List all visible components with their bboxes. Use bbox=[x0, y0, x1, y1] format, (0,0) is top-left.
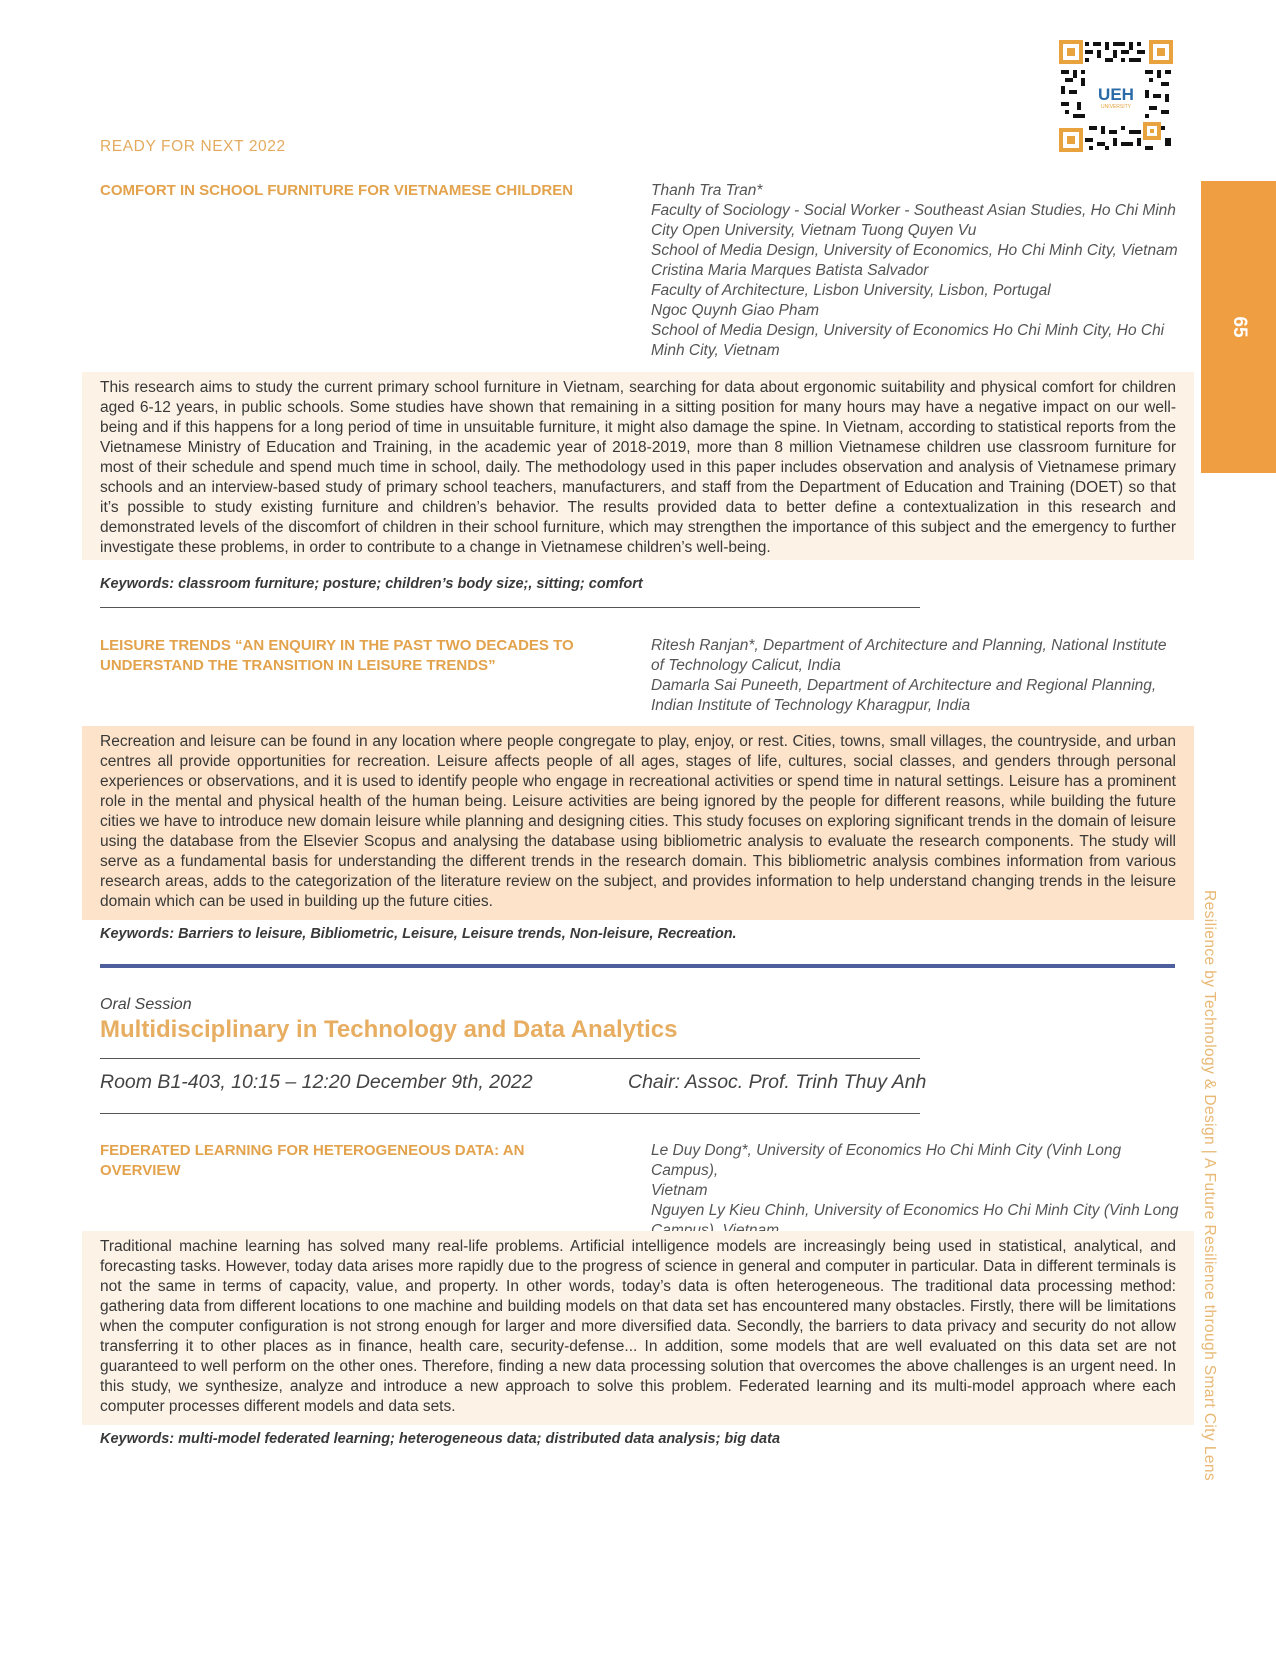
author-line: of Technology Calicut, India bbox=[651, 657, 841, 674]
paper-3-title: FEDERATED LEARNING FOR HETEROGENEOUS DATA: AN OVERVIEW bbox=[100, 1142, 525, 1179]
paper-1-keywords: Keywords: classroom furniture; posture; children’s body size;, sitting; comfort bbox=[100, 576, 643, 592]
paper-2-authors bbox=[651, 636, 1181, 716]
author-line: Nguyen Ly Kieu Chinh, University of Economics Ho Chi Minh City (Vinh Long bbox=[651, 1202, 1179, 1219]
author-line: Vietnam bbox=[651, 1182, 708, 1199]
side-running-text bbox=[1196, 890, 1218, 1560]
paper-1-abstract: This research aims to study the current primary school furniture in Vietnam, searching for data about ergonomic suitability and physical comfort for children aged 6-12 years, in public schools. Some studies have shown that remaining in a sitting position for many hours may have a negative impact on our well-being and if this happens for a long period of time in unsuitable furniture, it might also damage the spine. In Vietnam, according to statistical reports from the Vietnamese Ministry of Education and Training, in the academic year of 2018-2019, more than 8 million Vietnamese children use classroom furniture for most of their schedule and spend much time in school, daily. The methodology used in this paper includes observation and analysis of Vietnamese primary schools and an interview-based study of primary school teachers, manufacturers, and staff from the Department of Education and Training (DOET) so that it’s possible to study existing furniture and children’s behavior. The results provided data to better define a contextualization in this research and demonstrated levels of the discomfort of children in their school furniture, which may strengthen the importance of this subject and the emergency to further investigate these problems, in order to contribute to a change in Vietnamese children’s well-being. bbox=[82, 372, 1194, 560]
paper-1-title: COMFORT IN SCHOOL FURNITURE FOR VIETNAMESE CHILDREN bbox=[100, 182, 574, 199]
author-line: Thanh Tra Tran* bbox=[651, 182, 763, 199]
paper-3-keywords: Keywords: multi-model federated learning; heterogeneous data; distributed data analysis; big data bbox=[100, 1431, 781, 1447]
author-line: Faculty of Sociology - Social Worker - Southeast Asian Studies, Ho Chi Minh bbox=[651, 202, 1176, 219]
divider bbox=[100, 607, 920, 608]
paper-2-title: LEISURE TRENDS “AN ENQUIRY IN THE PAST TWO DECADES TO UNDERSTAND THE TRANSITION IN LEISURE TRENDS” bbox=[100, 637, 574, 674]
qr-code bbox=[1057, 38, 1175, 154]
session-room-time: Room B1-403, 10:15 – 12:20 December 9th, 2022 bbox=[100, 1071, 533, 1093]
side-running-text-label: Resilience by Technology & Design | A Future Resilience through Smart City Lens bbox=[1201, 890, 1218, 1482]
paper-2-keywords: Keywords: Barriers to leisure, Bibliometric, Leisure, Leisure trends, Non-leisure, Recreation. bbox=[100, 926, 737, 942]
section-rule bbox=[100, 964, 1175, 968]
paper-2-abstract: Recreation and leisure can be found in any location where people congregate to play, enjoy, or rest. Cities, towns, small villages, the countryside, and urban centres all provide opportunities for recreation. Leisure affects people of all ages, stages of life, cultures, social classes, and genders through personal experiences or observations, and it is used to identify people who engage in recreational activities or spend time in natural settings. Leisure has a prominent role in the mental and physical health of the human being. Leisure activities are being ignored by the people for different reasons, while building the future cities we have to introduce new domain leisure while planning and designing cities. This study focuses on exploring significant trends in the domain of leisure using the database from the Elsevier Scopus and analysing the database using bibliometric analysis to evaluate the research components. The study will serve as a fundamental basis for understanding the different trends in the research domain. This bibliometric analysis combines information from various research areas, adds to the categorization of the literature review on the subject, and provides information to help understand changing trends in the leisure domain which can be used in building up the future cities. bbox=[82, 726, 1194, 920]
divider bbox=[100, 1058, 920, 1059]
author-line: Damarla Sai Puneeth, Department of Architecture and Regional Planning, bbox=[651, 677, 1157, 694]
author-line: City Open University, Vietnam Tuong Quyen Vu bbox=[651, 222, 977, 239]
author-line: Minh City, Vietnam bbox=[651, 342, 780, 359]
author-line: Le Duy Dong*, University of Economics Ho Chi Minh City (Vinh Long Campus), bbox=[651, 1142, 1122, 1179]
divider bbox=[100, 1113, 920, 1114]
session-type: Oral Session bbox=[100, 996, 192, 1013]
page-number-tab bbox=[1201, 181, 1276, 473]
paper-3-authors bbox=[651, 1141, 1181, 1241]
author-line: Ritesh Ranjan*, Department of Architecture and Planning, National Institute bbox=[651, 637, 1167, 654]
author-line: Indian Institute of Technology Kharagpur, India bbox=[651, 697, 971, 714]
author-line: School of Media Design, University of Economics, Ho Chi Minh City, Vietnam bbox=[651, 242, 1178, 259]
author-line: Ngoc Quynh Giao Pham bbox=[651, 302, 820, 319]
qr-logo-text: UEH bbox=[1098, 85, 1134, 104]
page-number: 65 bbox=[1228, 316, 1250, 338]
author-line: School of Media Design, University of Economics Ho Chi Minh City, Ho Chi bbox=[651, 322, 1165, 339]
paper-3-abstract: Traditional machine learning has solved many real-life problems. Artificial intelligence models are increasingly being used in statistical, analytical, and forecasting tasks. However, today data arises more rapidly due to the progress of science in general and computer in particular. Data in different terminals is not the same in terms of capacity, value, and property. In other words, today’s data is often heterogeneous. The traditional data processing method: gathering data from different locations to one machine and building models on that data set has encountered many obstacles. Firstly, there will be limitations when the computer configuration is not strong enough for larger and more diversified data. Secondly, the barriers to data privacy and security do not allow transferring it to other places as in finance, health care, security-defense... In addition, some models that are well evaluated on this data set are not guaranteed to well perform on the other ones. Therefore, finding a new data processing solution that overcomes the above challenges is an urgent need. In this study, we synthesize, analyze and introduce a new approach to solve this problem. Federated learning and its multi-model approach where each computer processes different models and data sets. bbox=[82, 1231, 1194, 1425]
paper-1-authors bbox=[651, 181, 1181, 361]
header-label: READY FOR NEXT 2022 bbox=[100, 138, 286, 155]
session-title: Multidisciplinary in Technology and Data Analytics bbox=[100, 1016, 678, 1043]
author-line: Faculty of Architecture, Lisbon University, Lisbon, Portugal bbox=[651, 282, 1051, 299]
session-chair: Chair: Assoc. Prof. Trinh Thuy Anh bbox=[628, 1071, 927, 1093]
author-line: Cristina Maria Marques Batista Salvador bbox=[651, 262, 929, 279]
qr-logo-subtext: UNIVERSITY bbox=[1100, 104, 1132, 110]
